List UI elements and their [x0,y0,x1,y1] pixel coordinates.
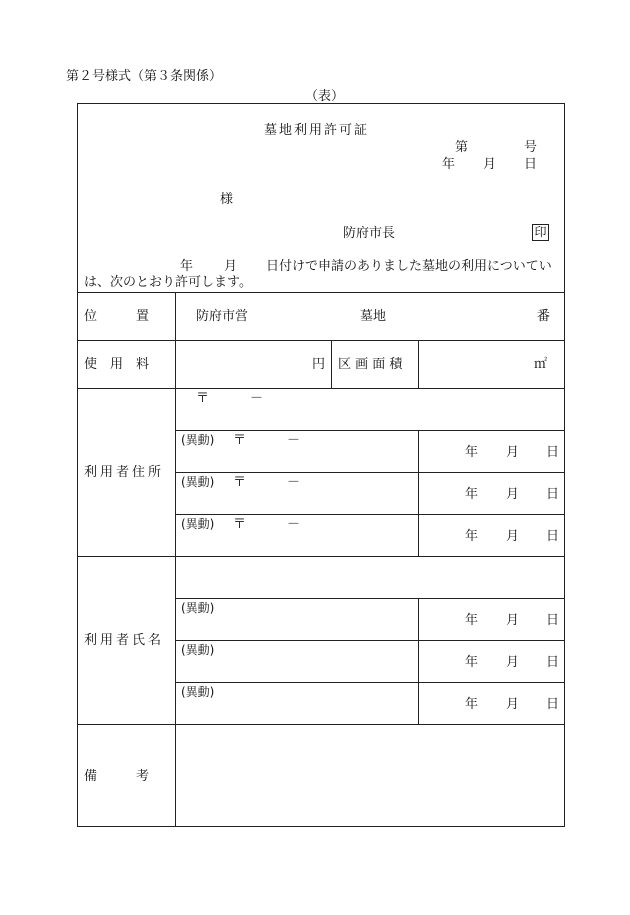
fee-unit: 円 [312,357,326,372]
area-unit: ㎡ [534,357,548,372]
postal-dash: － [287,475,301,490]
issue-day: 日 [524,157,538,172]
document-title: 墓地利用許可証 [264,123,370,138]
change-day: 日 [546,529,560,544]
change-year: 年 [465,697,479,712]
name-change-label: (異動) [181,643,215,657]
seal-mark: 印 [532,224,549,241]
rule-addr-3 [175,514,565,515]
rule-addr-date-column [418,430,419,556]
rule-area-split [418,340,419,388]
postal-mark: 〒 [233,475,247,490]
change-month: 月 [506,655,520,670]
postal-dash: － [287,517,301,532]
location-middle: 墓地 [360,309,387,324]
body-text-line2: は、次のとおり許可します。 [84,275,252,290]
change-year: 年 [465,613,479,628]
rule-name-2 [175,640,565,641]
rule-fee-split [331,340,332,388]
rule-addr-bottom [77,556,565,557]
change-day: 日 [546,445,560,460]
change-year: 年 [465,445,479,460]
fee-label: 使 用 料 [84,357,150,372]
change-month: 月 [506,445,520,460]
address-label: 利用者住所 [84,465,165,480]
address-change-label: (異動) [181,475,215,489]
rule-name-bottom [77,724,565,725]
rule-fee-bottom [77,388,565,389]
postal-mark: 〒 [233,433,247,448]
remarks-label: 備 考 [84,769,150,784]
change-month: 月 [506,697,520,712]
postal-dash: － [250,391,264,406]
change-day: 日 [546,487,560,502]
body-month: 月 [224,259,238,274]
change-day: 日 [546,613,560,628]
change-year: 年 [465,529,479,544]
name-change-label: (異動) [181,601,215,615]
form-number: 第２号様式（第３条関係） [66,69,223,84]
name-change-label: (異動) [181,685,215,699]
location-suffix: 番 [537,309,551,324]
rule-name-1 [175,598,565,599]
issue-month: 月 [483,157,497,172]
location-prefix: 防府市営 [196,309,249,324]
change-year: 年 [465,487,479,502]
address-change-label: (異動) [181,517,215,531]
side-label: （表） [305,89,345,104]
change-day: 日 [546,697,560,712]
name-label: 利用者氏名 [84,633,165,648]
location-label: 位 置 [84,309,150,324]
address-change-label: (異動) [181,433,215,447]
rule-name-3 [175,682,565,683]
number-suffix: 号 [524,140,538,155]
body-year: 年 [180,259,194,274]
body-text-line1: 日付けで申請のありました墓地の利用についてい [266,259,552,274]
change-month: 月 [506,613,520,628]
change-month: 月 [506,487,520,502]
change-day: 日 [546,655,560,670]
postal-mark: 〒 [196,391,210,406]
rule-top-table [77,292,565,293]
issue-year: 年 [442,157,456,172]
rule-label-column [175,292,176,827]
rule-addr-2 [175,472,565,473]
change-month: 月 [506,529,520,544]
rule-addr-1 [175,430,565,431]
number-prefix: 第 [455,140,469,155]
rule-location-bottom [77,340,565,341]
issuer-name: 防府市長 [343,226,396,241]
change-year: 年 [465,655,479,670]
postal-dash: － [287,433,301,448]
addressee-suffix: 様 [220,192,234,207]
postal-mark: 〒 [233,517,247,532]
area-label: 区 画 面 積 [338,357,403,372]
rule-name-date-column [418,598,419,724]
